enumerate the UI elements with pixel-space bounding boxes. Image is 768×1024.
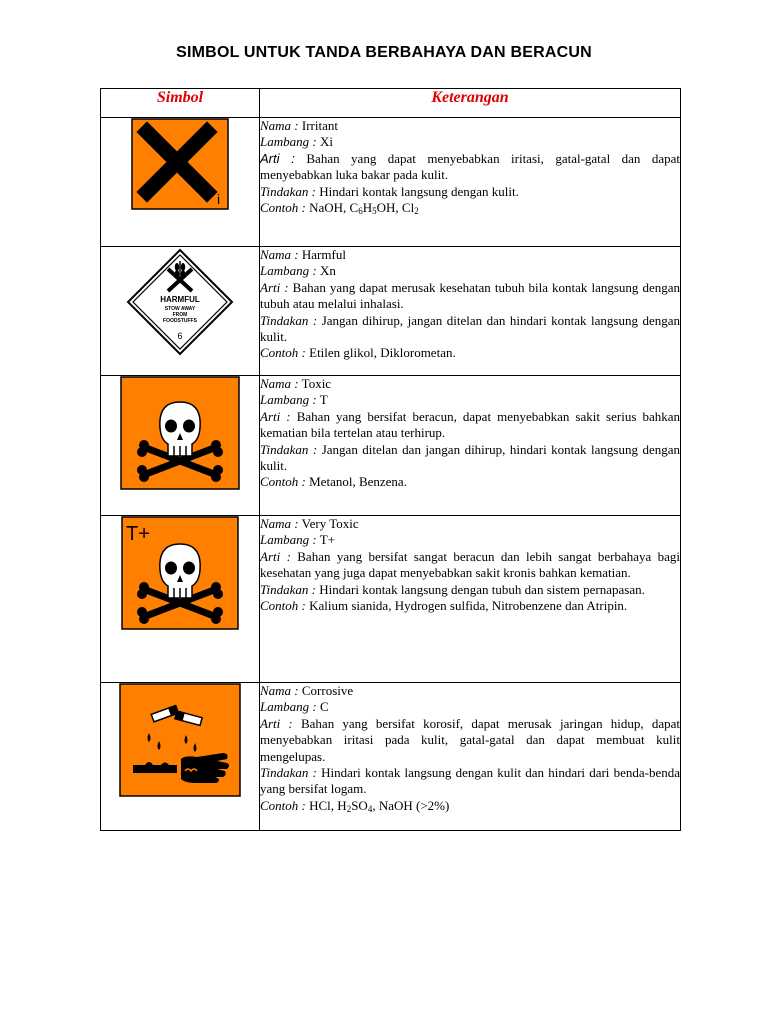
arti-label: Arti : <box>260 408 291 424</box>
tindakan-value: Jangan dihirup, jangan ditelan dan hindari kontak langsung dengan kulit. <box>260 312 681 345</box>
arti-value: Bahan yang bersifat korosif, dapat merusak jaringan hidup, dapat menyebabkan iritasi pada kulit, gatal-gatal dan dapat membuat kulit mengelupas. <box>260 715 680 764</box>
description-cell <box>260 683 681 831</box>
irritant-x-icon <box>131 118 229 210</box>
lambang-label: Lambang : <box>260 392 317 408</box>
toxic-skull-icon <box>120 376 240 490</box>
lambang-value: Xi <box>319 134 333 150</box>
arti-value: Bahan yang dapat merusak kesehatan tubuh bila kontak langsung dengan tubuh atau melalui inhalasi. <box>260 279 680 312</box>
stow-away-text: STOW AWAY <box>164 306 196 312</box>
contoh-label: Contoh : <box>260 474 306 490</box>
tindakan-label: Tindakan : <box>260 441 318 457</box>
contoh-label: Contoh : <box>260 345 306 361</box>
arti-label: Arti : <box>260 548 291 564</box>
tindakan-label: Tindakan : <box>260 183 316 199</box>
nama-label: Nama : <box>260 516 299 531</box>
table-header-row <box>101 89 681 118</box>
description-cell <box>260 118 681 247</box>
arti-value: Bahan yang bersifat beracun, dapat menyebabkan sakit serius bahkan kematian bila tertelan atau terhirup. <box>260 408 681 441</box>
symbol-cell <box>101 118 260 247</box>
hazard-symbol-table <box>100 88 681 831</box>
table-row <box>101 118 681 247</box>
arti-label: Arti : <box>260 150 295 166</box>
tindakan-label: Tindakan : <box>260 312 318 328</box>
arti-label: Arti : <box>260 715 293 731</box>
symbol-cell <box>101 516 260 683</box>
lambang-value: T+ <box>319 532 335 548</box>
lambang-value: T <box>319 392 328 408</box>
class-number: 6 <box>177 331 183 341</box>
table-row <box>101 247 681 376</box>
nama-value: Irritant <box>301 118 338 133</box>
lambang-value: C <box>319 699 329 715</box>
contoh-value: Kalium sianida, Hydrogen sulfida, Nitrobenzene dan Atripin. <box>309 598 628 614</box>
lambang-label: Lambang : <box>260 134 317 150</box>
nama-label: Nama : <box>260 376 299 391</box>
header-info: Keterangan <box>260 89 681 118</box>
tindakan-value: Jangan ditelan dan jangan dihirup, hindari kontak langsung dengan kulit. <box>260 441 681 474</box>
lambang-label: Lambang : <box>260 532 317 548</box>
symbol-cell <box>101 683 260 831</box>
tindakan-label: Tindakan : <box>260 581 316 597</box>
tindakan-value: Hindari kontak langsung dengan tubuh dan sistem pernapasan. <box>319 581 645 597</box>
lambang-label: Lambang : <box>260 263 317 279</box>
lambang-value: Xn <box>319 263 336 279</box>
contoh-label: Contoh : <box>260 598 306 614</box>
symbol-cell <box>101 376 260 516</box>
harmful-diamond-icon <box>125 247 235 357</box>
description-cell <box>260 516 681 683</box>
table-row <box>101 376 681 516</box>
contoh-label: Contoh : <box>260 200 306 216</box>
nama-value: Corrosive <box>301 683 354 698</box>
contoh-value: HCl, $H_2SO_4$, NaOH (>2%) <box>309 797 450 814</box>
nama-label: Nama : <box>260 247 299 262</box>
tindakan-label: Tindakan : <box>260 765 317 781</box>
arti-value: Bahan yang bersifat sangat beracun dan lebih sangat berbahaya bagi kesehatan yang juga dapat menyebabkan sakit kronis bahkan kematian. <box>260 548 681 581</box>
arti-value: Bahan yang dapat menyebabkan iritasi, gatal-gatal dan dapat menyebabkan luka bakar pada kulit. <box>260 150 680 183</box>
from-text: FROM <box>172 312 188 318</box>
contoh-label: Contoh : <box>260 797 306 813</box>
contoh-value: Etilen glikol, Diklorometan. <box>309 345 456 361</box>
table-row <box>101 683 681 831</box>
symbol-cell <box>101 247 260 376</box>
corrosive-icon <box>119 683 241 797</box>
contoh-value: NaOH, $C_6H_5OH$, $Cl_2$ <box>309 200 419 217</box>
contoh-value: Metanol, Benzena. <box>309 474 407 490</box>
lambang-label: Lambang : <box>260 699 317 715</box>
very-toxic-label: T+ <box>126 523 150 545</box>
irritant-label: i <box>217 191 221 207</box>
description-cell <box>260 376 681 516</box>
nama-label: Nama : <box>260 118 299 133</box>
header-symbol: Simbol <box>101 89 260 118</box>
tindakan-value: Hindari kontak langsung dengan kulit. <box>319 183 519 199</box>
page-title: SIMBOL UNTUK TANDA BERBAHAYA DAN BERACUN <box>176 44 592 61</box>
very-toxic-skull-icon <box>121 516 239 630</box>
nama-value: Very Toxic <box>301 516 359 531</box>
tindakan-value: Hindari kontak langsung dengan kulit dan hindari dari benda-benda yang bersifat logam. <box>260 765 680 797</box>
arti-label: Arti : <box>260 279 289 295</box>
nama-value: Toxic <box>301 376 332 391</box>
harmful-text: HARMFUL <box>160 295 200 304</box>
description-cell <box>260 247 681 376</box>
nama-value: Harmful <box>301 247 346 262</box>
table-row <box>101 516 681 683</box>
nama-label: Nama : <box>260 683 299 698</box>
foodstuffs-text: FOODSTUFFS <box>163 318 197 324</box>
